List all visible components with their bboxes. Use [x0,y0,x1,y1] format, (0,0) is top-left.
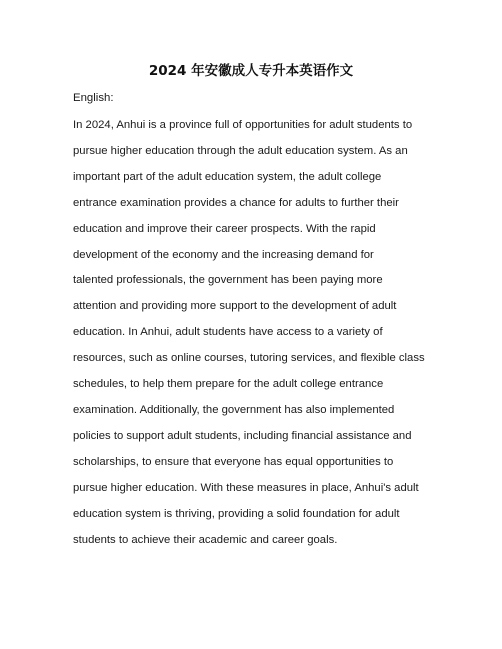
paragraph-line: schedules, to help them prepare for the adult college entrance [73,378,384,391]
paragraph-line: pursue higher education. With these measures in place, Anhui's adult [73,481,419,494]
paragraph-line: talented professionals, the government has been paying more [73,274,383,287]
essay-paragraph [73,113,435,553]
paragraph-line: important part of the adult education system, the adult college [73,170,382,183]
language-label: English: [73,92,114,104]
paragraph-line: resources, such as online courses, tutoring services, and flexible class [73,352,425,365]
paragraph-line: students to achieve their academic and career goals. [73,533,338,546]
paragraph-line: attention and providing more support to the development of adult [73,300,397,313]
paragraph-line: pursue higher education through the adult education system. As an [73,144,408,157]
paragraph-line: education system is thriving, providing a solid foundation for adult [73,507,400,520]
paragraph-line: development of the economy and the increasing demand for [73,248,374,261]
paragraph-line: scholarships, to ensure that everyone has equal opportunities to [73,455,394,468]
paragraph-line: entrance examination provides a chance for adults to further their [73,196,399,209]
document-title: 2024 年安徽成人专升本英语作文 [148,63,354,79]
paragraph-line: education and improve their career prospects. With the rapid [73,222,376,235]
paragraph-line: education. In Anhui, adult students have access to a variety of [73,326,383,339]
paragraph-line: policies to support adult students, including financial assistance and [73,429,412,442]
paragraph-line: examination. Additionally, the government has also implemented [73,403,395,416]
paragraph-line: In 2024, Anhui is a province full of opportunities for adult students to [73,119,413,131]
